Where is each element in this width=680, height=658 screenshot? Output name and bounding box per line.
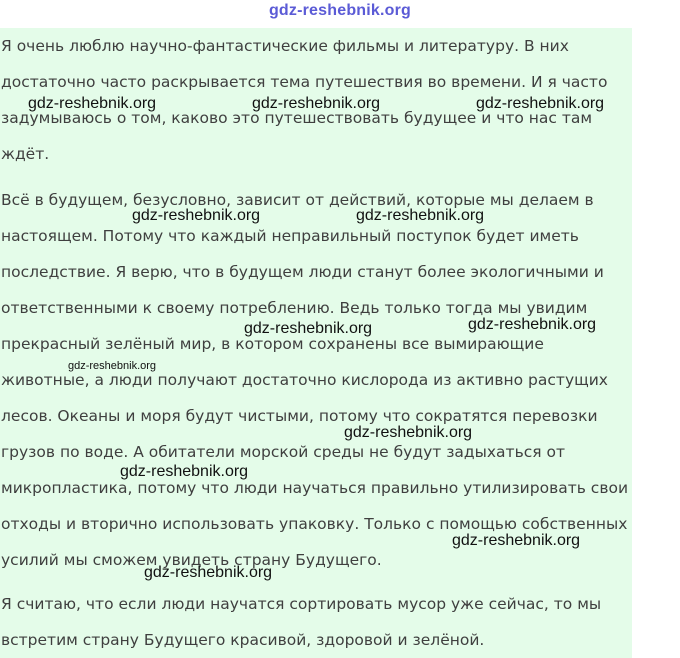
watermark: gdz-reshebnik.org (356, 207, 485, 224)
watermark: gdz-reshebnik.org (68, 360, 157, 372)
watermark: gdz-reshebnik.org (344, 424, 473, 441)
essay-paragraph-1: Я очень люблю научно-фантастические фильмы и литературу. В них достаточно часто раскрывается тема путешествия во времени. И я часто задумываюсь о том, каково это путешествовать будущее и что нас там ждёт. (1, 37, 608, 163)
watermark: gdz-reshebnik.org (468, 316, 597, 333)
watermark: gdz-reshebnik.org (252, 95, 381, 112)
essay-paragraph-3: Я считаю, что если люди научатся сортировать мусор уже сейчас, то мы встретим страну Будущего красивой, здоровой и зелёной. (1, 595, 602, 649)
watermark: gdz-reshebnik.org (476, 95, 605, 112)
watermark: gdz-reshebnik.org (28, 95, 157, 112)
watermark: gdz-reshebnik.org (452, 532, 581, 549)
site-watermark-header: gdz-reshebnik.org (268, 2, 412, 19)
essay-paragraph-2: Всё в будущем, безусловно, зависит от действий, которые мы делаем в настоящем. Потому что каждый неправильный поступок будет иметь последствие. Я верю, что в будущем люди станут более экологичными и ответственными к своему потреблению. Ведь только тогда мы увидим прекрасный зелёный мир, в котором сохранены все вымирающие животные, а люди получают достаточно кислорода из активно растущих лесов. Океаны и моря будут чистыми, потому что сократятся перевозки грузов по воде. А обитатели морской среды не будут задыхаться от микропластика, потому что люди научаться правильно утилизировать свои отходы и вторично использовать упаковку. Только с помощью собственных усилий мы сможем увидеть страну Будущего. (1, 191, 629, 569)
watermark: gdz-reshebnik.org (132, 207, 261, 224)
watermark: gdz-reshebnik.org (144, 564, 273, 581)
watermark: gdz-reshebnik.org (120, 463, 249, 480)
essay-text-block (0, 28, 632, 658)
watermark: gdz-reshebnik.org (244, 320, 373, 337)
